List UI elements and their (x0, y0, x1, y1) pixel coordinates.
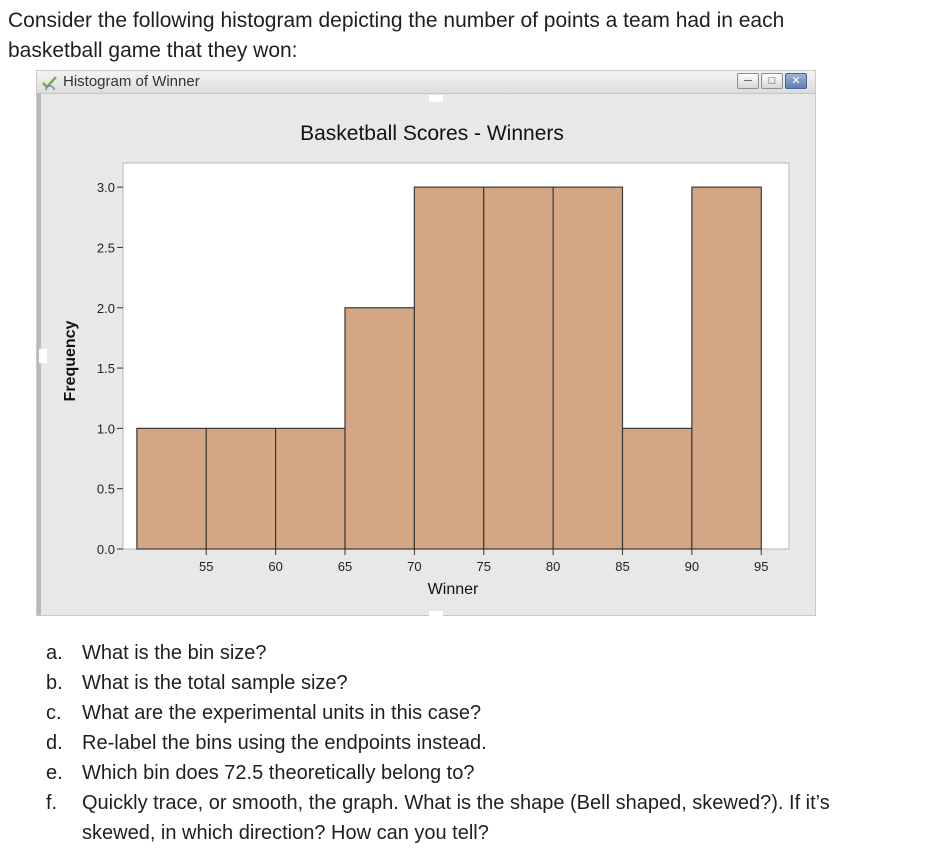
y-tick-label: 2.0 (96, 300, 115, 316)
question-item (46, 728, 906, 758)
question-text: Which bin does 72.5 theoretically belong to? (82, 762, 475, 784)
histogram-bar (345, 308, 414, 549)
x-tick-label: 55 (199, 559, 214, 574)
x-tick-label: 75 (476, 559, 491, 574)
question-item (46, 758, 906, 788)
window-title: Histogram of Winner (63, 73, 200, 90)
y-tick-label: 0.5 (96, 481, 115, 497)
x-tick-label: 90 (684, 559, 700, 574)
x-tick-label: 80 (545, 559, 561, 574)
histogram-bar (553, 187, 622, 549)
histogram-window (36, 70, 816, 616)
x-axis (199, 549, 768, 574)
maximize-icon: □ (768, 75, 776, 87)
question-item (46, 668, 906, 698)
y-axis-label: Frequency (62, 320, 79, 402)
x-tick-label: 65 (337, 559, 353, 574)
question-letter: e. (46, 762, 63, 784)
y-tick-label: 2.5 (96, 240, 115, 256)
chart-title: Basketball Scores - Winners (300, 122, 564, 145)
histogram-bar (692, 187, 761, 549)
y-tick-label: 1.0 (96, 421, 115, 437)
question-item (46, 638, 906, 668)
intro-line-2: basketball game that they won: (8, 39, 298, 62)
histogram-bar (414, 187, 483, 549)
y-tick-label: 3.0 (96, 180, 115, 196)
question-text: What are the experimental units in this case? (82, 702, 482, 724)
minimize-icon: ─ (744, 75, 752, 87)
x-tick-label: 70 (407, 559, 422, 574)
question-text: What is the total sample size? (82, 672, 348, 694)
intro-text (8, 6, 908, 66)
question-list (46, 638, 906, 848)
histogram-bar (623, 428, 692, 549)
y-tick-label: 1.5 (96, 361, 115, 377)
histogram-bar (484, 187, 553, 549)
question-text: Quickly trace, or smooth, the graph. What is the shape (Bell shaped, skewed?). If it’s skewed, in which direction? How can you tell? (82, 792, 830, 844)
question-letter: f. (46, 792, 58, 814)
intro-line-1: Consider the following histogram depicting the number of points a team had in each (8, 9, 785, 32)
y-tick-label: 0.0 (96, 542, 115, 557)
question-letter: b. (46, 672, 63, 694)
histogram-bar (276, 428, 345, 549)
question-text: Re-label the bins using the endpoints instead. (82, 732, 487, 754)
question-text: What is the bin size? (82, 642, 267, 664)
close-icon: ✕ (791, 75, 801, 87)
question-letter: a. (46, 642, 63, 664)
x-tick-label: 95 (754, 559, 769, 574)
question-item (46, 698, 906, 728)
y-axis (97, 180, 123, 557)
histogram-chart (37, 71, 815, 615)
histogram-bar (206, 428, 275, 549)
question-letter: d. (46, 732, 63, 754)
question-item (46, 788, 906, 848)
question-letter: c. (46, 702, 62, 724)
x-axis-label: Winner (427, 581, 479, 598)
histogram-bar (137, 428, 206, 549)
x-tick-label: 85 (615, 559, 630, 574)
x-tick-label: 60 (268, 559, 283, 574)
